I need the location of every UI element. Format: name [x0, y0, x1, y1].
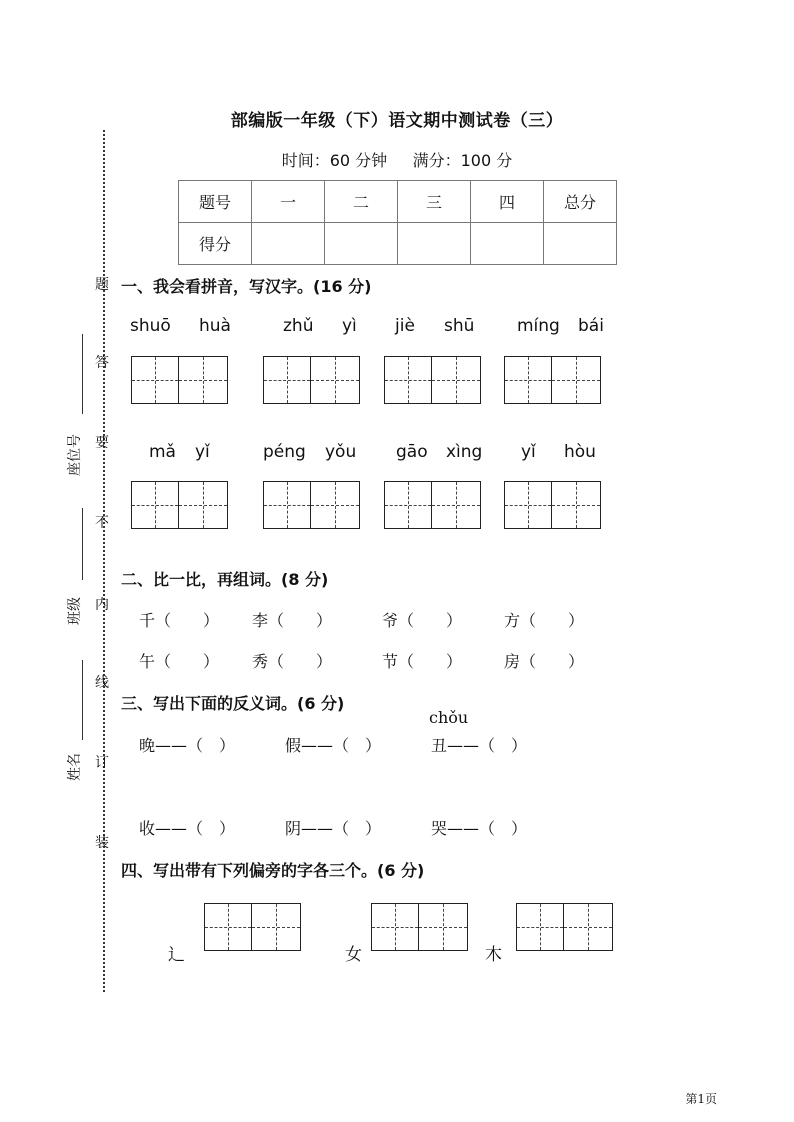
writing-cell[interactable] — [311, 356, 360, 404]
antonym-item[interactable]: 假——（ ） — [285, 736, 382, 755]
binding-char-6: 线 — [95, 675, 109, 691]
writing-cell[interactable] — [263, 481, 311, 529]
writing-cell[interactable] — [252, 903, 301, 951]
section1-heading: 一、我会看拼音，写汉字。(16 分) — [121, 277, 372, 296]
score-header-cell: 二 — [325, 181, 398, 223]
writing-box-pair[interactable] — [371, 903, 468, 951]
antonym-item[interactable]: 阴——（ ） — [285, 819, 382, 838]
pinyin: yǐ — [195, 442, 210, 462]
pinyin: yǐ — [521, 442, 536, 462]
score-header-cell: 题号 — [179, 181, 252, 223]
seat-label: 座位号 — [67, 434, 83, 476]
score-row-label: 得分 — [179, 223, 252, 265]
score-input-cell[interactable] — [544, 223, 617, 265]
writing-cell[interactable] — [179, 481, 228, 529]
writing-cell[interactable] — [263, 356, 311, 404]
compare-item[interactable]: 爷（ ） — [382, 611, 463, 630]
seat-fill-line — [82, 334, 83, 414]
pinyin: bái — [578, 316, 604, 336]
pinyin: míng — [517, 316, 560, 336]
score-table-header-row — [179, 181, 617, 223]
antonym-item[interactable]: 收——（ ） — [139, 819, 236, 838]
pinyin: jiè — [395, 316, 415, 336]
writing-cell[interactable] — [131, 356, 179, 404]
writing-box-pair[interactable] — [516, 903, 613, 951]
class-label: 班级 — [67, 597, 83, 625]
pinyin: péng — [263, 442, 306, 462]
writing-box-pair[interactable] — [384, 356, 481, 404]
radical-label: 女 — [345, 945, 362, 965]
radical-label: 辶 — [168, 945, 185, 965]
writing-box-pair[interactable] — [504, 481, 601, 529]
score-table — [178, 180, 617, 265]
score-header-cell: 一 — [252, 181, 325, 223]
radical-label: 木 — [485, 945, 502, 965]
writing-box-pair[interactable] — [504, 356, 601, 404]
binding-char-3: 要 — [95, 435, 109, 451]
score-header-cell: 四 — [471, 181, 544, 223]
pinyin: xìng — [446, 442, 483, 462]
binding-dotted-line — [103, 130, 105, 992]
writing-cell[interactable] — [432, 481, 481, 529]
compare-item[interactable]: 秀（ ） — [252, 652, 333, 671]
writing-cell[interactable] — [204, 903, 252, 951]
writing-cell[interactable] — [504, 481, 552, 529]
antonym-item[interactable]: 哭——（ ） — [431, 819, 528, 838]
time-info: 时间：60 分钟 满分：100 分 — [281, 151, 513, 170]
writing-cell[interactable] — [419, 903, 468, 951]
score-input-cell[interactable] — [398, 223, 471, 265]
score-header-cell: 总分 — [544, 181, 617, 223]
compare-item[interactable]: 房（ ） — [504, 652, 585, 671]
score-input-cell[interactable] — [471, 223, 544, 265]
name-label: 姓名 — [67, 753, 83, 781]
writing-box-pair[interactable] — [384, 481, 481, 529]
writing-cell[interactable] — [384, 481, 432, 529]
compare-item[interactable]: 节（ ） — [382, 652, 463, 671]
name-fill-line — [82, 660, 83, 740]
writing-cell[interactable] — [432, 356, 481, 404]
antonym-item[interactable]: 丑——（ ） — [431, 736, 528, 755]
writing-cell[interactable] — [384, 356, 432, 404]
page-title: 部编版一年级（下）语文期中测试卷（三） — [230, 111, 564, 131]
binding-char-7: 订 — [95, 755, 109, 771]
binding-char-4: 不 — [95, 515, 109, 531]
writing-box-pair[interactable] — [263, 481, 360, 529]
pinyin: zhǔ — [283, 316, 314, 336]
section4-heading: 四、写出带有下列偏旁的字各三个。(6 分) — [121, 861, 425, 880]
compare-item[interactable]: 午（ ） — [139, 652, 220, 671]
pinyin: shuō — [130, 316, 171, 336]
writing-cell[interactable] — [516, 903, 564, 951]
pinyin-note: chǒu — [429, 708, 469, 727]
binding-char-2: 答 — [95, 355, 109, 371]
pinyin: gāo — [396, 442, 428, 462]
writing-box-pair[interactable] — [131, 356, 228, 404]
writing-cell[interactable] — [504, 356, 552, 404]
compare-item[interactable]: 李（ ） — [252, 611, 333, 630]
page-number: 第1页 — [685, 1092, 717, 1106]
score-table-score-row — [179, 223, 617, 265]
writing-cell[interactable] — [552, 356, 601, 404]
score-input-cell[interactable] — [252, 223, 325, 265]
writing-cell[interactable] — [179, 356, 228, 404]
compare-item[interactable]: 方（ ） — [504, 611, 585, 630]
score-header-cell: 三 — [398, 181, 471, 223]
pinyin: yì — [342, 316, 357, 336]
binding-char-8: 装 — [95, 835, 109, 851]
section2-heading: 二、比一比，再组词。(8 分) — [121, 570, 329, 589]
antonym-item[interactable]: 晚——（ ） — [139, 736, 236, 755]
pinyin: shū — [444, 316, 475, 336]
score-input-cell[interactable] — [325, 223, 398, 265]
writing-cell[interactable] — [131, 481, 179, 529]
class-fill-line — [82, 508, 83, 580]
pinyin: yǒu — [325, 442, 357, 462]
binding-char-1: 题 — [95, 277, 109, 293]
pinyin: huà — [199, 316, 231, 336]
writing-box-pair[interactable] — [131, 481, 228, 529]
writing-cell[interactable] — [371, 903, 419, 951]
writing-cell[interactable] — [564, 903, 613, 951]
writing-cell[interactable] — [552, 481, 601, 529]
compare-item[interactable]: 千（ ） — [139, 611, 220, 630]
pinyin: hòu — [564, 442, 596, 462]
section3-heading: 三、写出下面的反义词。(6 分) — [121, 694, 345, 713]
pinyin: mǎ — [149, 442, 176, 462]
writing-cell[interactable] — [311, 481, 360, 529]
binding-char-5: 内 — [95, 597, 109, 613]
writing-box-pair[interactable] — [263, 356, 360, 404]
writing-box-pair[interactable] — [204, 903, 301, 951]
